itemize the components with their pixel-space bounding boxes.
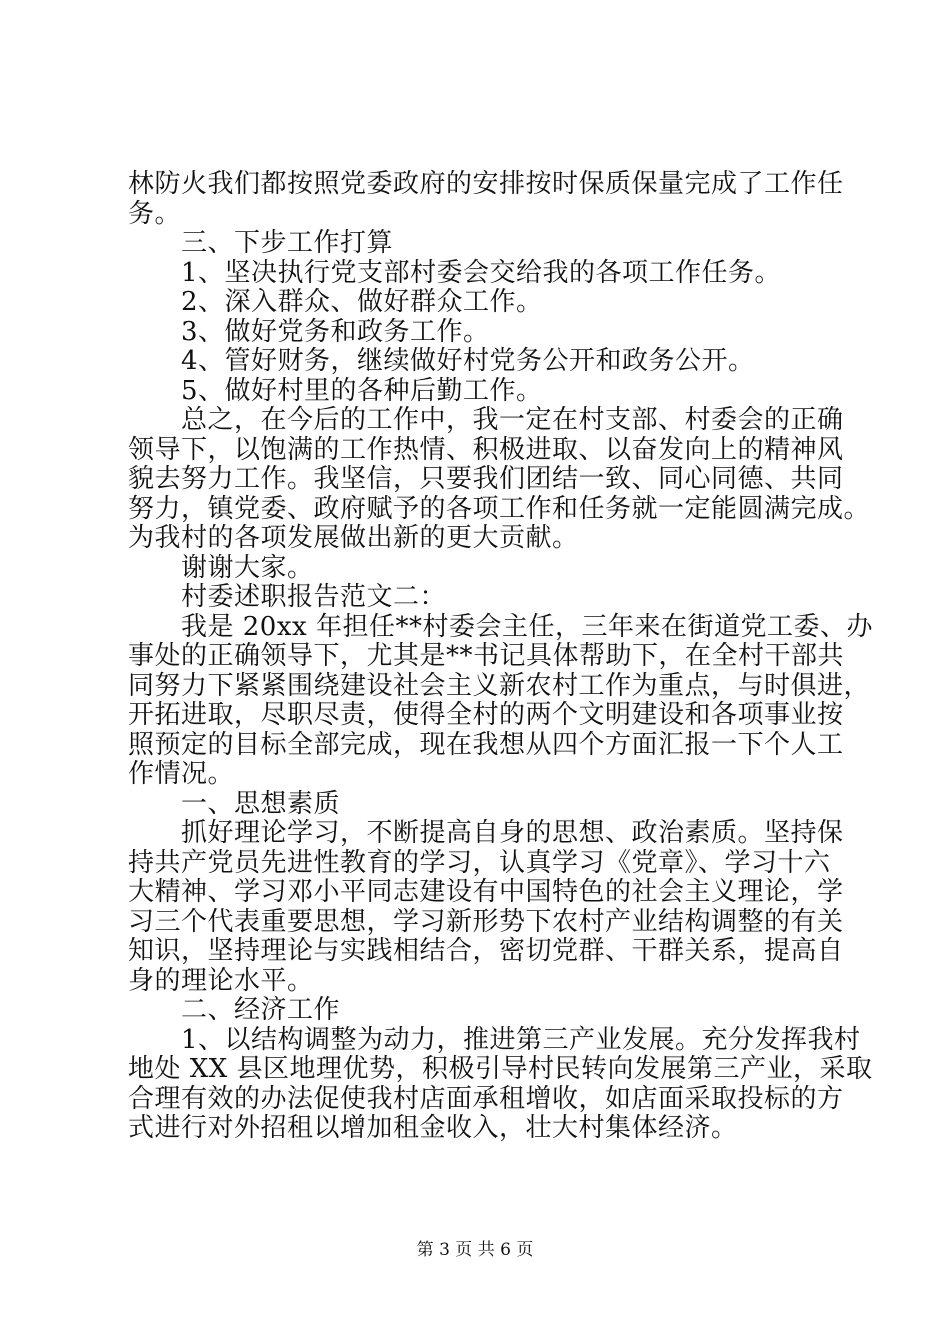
list-item: 2、深入群众、做好群众工作。 — [181, 287, 543, 317]
text-line: 貌去努力工作。我坚信，只要我们团结一致、同心同德、共同 — [128, 464, 844, 494]
text-line: 我是 20xx 年担任**村委会主任，三年来在街道党工委、办 — [181, 611, 873, 642]
text-line: 地处 XX 县区地理优势，积极引导村民转向发展第三产业，采取 — [128, 1054, 873, 1084]
section-heading: 二、经济工作 — [181, 995, 341, 1025]
text-line: 照预定的目标全部完成，现在我想从四个方面汇报一下个人工 — [128, 729, 844, 760]
text-line: 林防火我们都按照党委政府的安排按时保质保量完成了工作任 — [128, 169, 844, 199]
list-item: 5、做好村里的各种后勤工作。 — [181, 375, 543, 406]
text-line: 务。 — [128, 198, 182, 229]
text-line: 大精神、学习邓小平同志建设有中国特色的社会主义理论，学 — [128, 877, 844, 907]
text-line: 知识，坚持理论与实践相结合，密切党群、干群关系，提高自 — [128, 936, 844, 966]
text-line: 身的理论水平。 — [128, 965, 314, 996]
text-line: 事处的正确领导下，尤其是**书记具体帮助下，在全村干部共 — [128, 641, 845, 671]
text-line: 努力，镇党委、政府赋予的各项工作和任务就一定能圆满完成。 — [128, 493, 871, 524]
document-body — [128, 169, 873, 1144]
text-line: 领导下，以饱满的工作热情、积极进取、以奋发向上的精神风 — [128, 434, 844, 465]
text-line: 1、以结构调整为动力，推进第三产业发展。充分发挥我村 — [181, 1024, 861, 1055]
text-line: 习三个代表重要思想，学习新形势下农村产业结构调整的有关 — [128, 906, 844, 937]
list-item: 4、管好财务，继续做好村党务公开和政务公开。 — [181, 346, 755, 376]
list-item: 3、做好党务和政务工作。 — [181, 316, 490, 347]
text-line: 持共产党员先进性教育的学习，认真学习《党章》、学习十六 — [128, 847, 831, 878]
text-line: 合理有效的办法促使我村店面承租增收，如店面采取投标的方 — [128, 1083, 844, 1114]
page-number-footer: 第 3 页 共 6 页 — [416, 1240, 534, 1260]
section-heading: 三、下步工作打算 — [181, 228, 394, 258]
text-line: 抓好理论学习，不断提高自身的思想、政治素质。坚持保 — [181, 818, 844, 848]
text-line: 谢谢大家。 — [181, 552, 314, 583]
text-line: 总之，在今后的工作中，我一定在村支部、村委会的正确 — [181, 405, 844, 435]
list-item: 1、坚决执行党支部村委会交给我的各项工作任务。 — [181, 257, 782, 288]
text-line: 为我村的各项发展做出新的更大贡献。 — [128, 523, 579, 553]
section-heading: 一、思想素质 — [181, 788, 341, 819]
section-heading: 村委述职报告范文二： — [181, 582, 447, 612]
text-line: 开拓进取，尽职尽责，使得全村的两个文明建设和各项事业按 — [128, 700, 844, 730]
text-line: 式进行对外招租以增加租金收入，壮大村集体经济。 — [128, 1113, 738, 1143]
text-line: 作情况。 — [128, 759, 235, 789]
text-line: 同努力下紧紧围绕建设社会主义新农村工作为重点，与时俱进， — [128, 670, 871, 701]
